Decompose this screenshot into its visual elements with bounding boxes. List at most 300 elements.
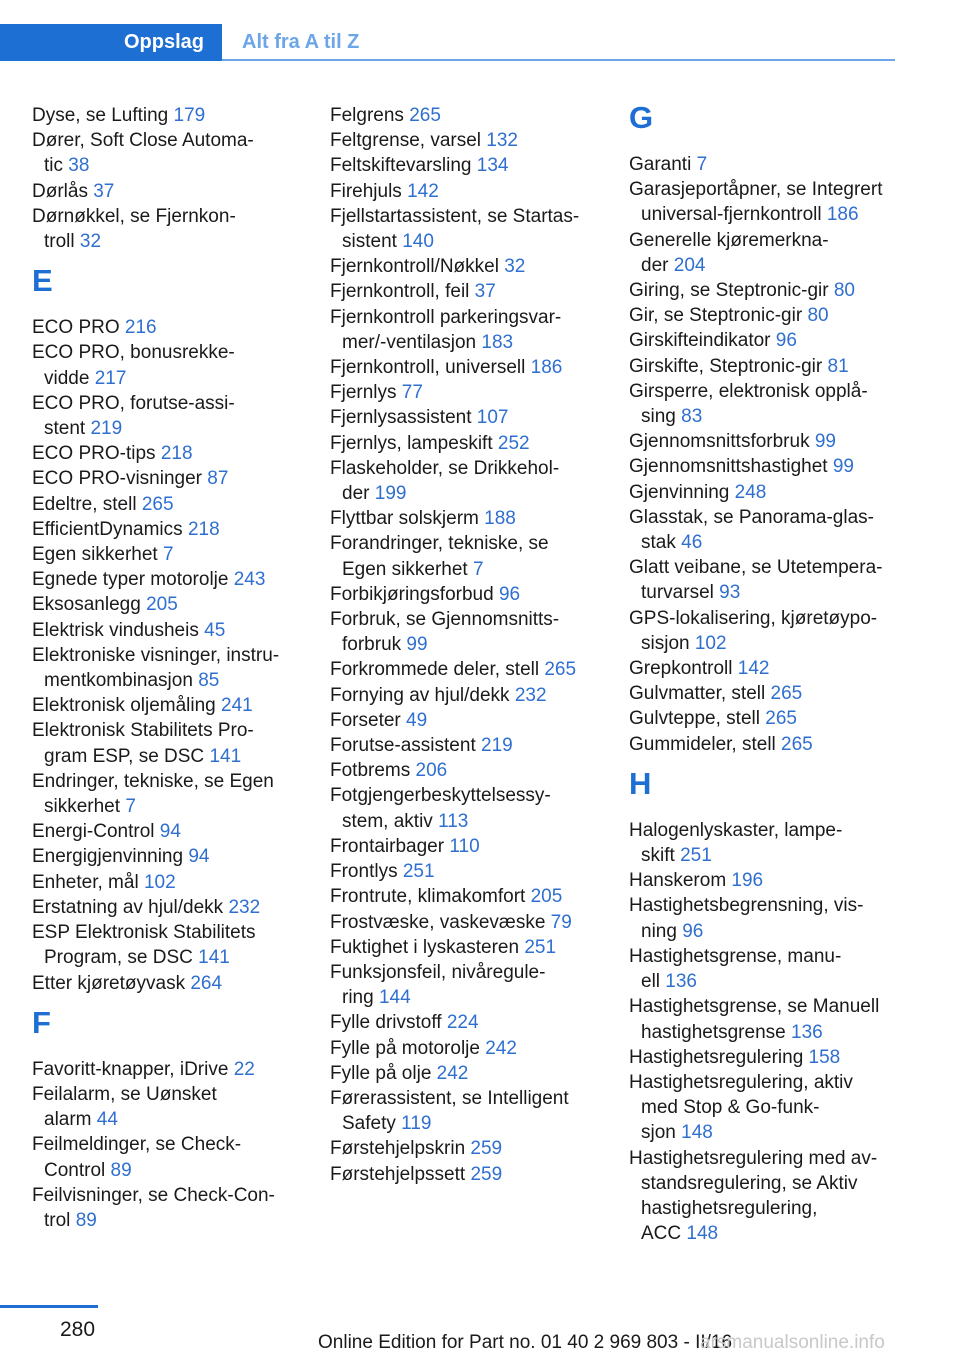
- page-link[interactable]: 80: [807, 305, 829, 327]
- entry-text: stem, aktiv: [342, 810, 439, 832]
- index-entry: [32, 542, 307, 567]
- page-link[interactable]: 142: [737, 658, 770, 680]
- page-link[interactable]: 158: [808, 1046, 841, 1068]
- index-entry: [330, 834, 605, 859]
- page-link[interactable]: 37: [474, 281, 496, 303]
- page-link[interactable]: 186: [530, 357, 563, 379]
- page-link[interactable]: 217: [94, 367, 127, 389]
- page-link[interactable]: 136: [665, 971, 697, 993]
- index-entry: [629, 1045, 904, 1070]
- page-link[interactable]: 79: [550, 911, 572, 933]
- entry-text: sistent: [342, 231, 403, 253]
- entry-text: Garasjeportåpner, se Integrert: [629, 179, 883, 201]
- page-link[interactable]: 99: [814, 431, 836, 453]
- page-link[interactable]: 85: [198, 670, 220, 692]
- entry-text: sikkerhet: [44, 796, 126, 818]
- page-link[interactable]: 196: [731, 870, 764, 892]
- index-entry: [330, 405, 605, 430]
- index-entry: [32, 769, 307, 819]
- entry-text: ACC: [641, 1223, 687, 1245]
- section-letter: E: [32, 263, 53, 299]
- entry-text: Førstehjelpskrin: [330, 1138, 471, 1160]
- entry-text: Control: [44, 1159, 111, 1181]
- page-link[interactable]: 110: [449, 835, 480, 857]
- header-divider: [222, 59, 895, 61]
- index-entry: [32, 1082, 307, 1132]
- page-link[interactable]: 259: [470, 1138, 503, 1160]
- entry-text: ning: [641, 920, 683, 942]
- page-link[interactable]: 144: [378, 987, 411, 1009]
- entry-text: Energi-Control: [32, 821, 160, 843]
- index-entry: [330, 708, 605, 733]
- entry-text: Fjernkontroll, universell: [330, 357, 531, 379]
- page-link[interactable]: 89: [75, 1209, 97, 1231]
- entry-text: Hanskerom: [629, 870, 732, 892]
- page-link[interactable]: 179: [173, 105, 206, 126]
- entry-text: Forandringer, tekniske, se: [330, 533, 549, 555]
- page-number: 280: [60, 1318, 96, 1341]
- entry-text: Eksosanlegg: [32, 594, 147, 616]
- entry-text: Fjernkontroll parkeringsvar-: [330, 306, 562, 328]
- entry-text: Hastighetsregulering: [629, 1046, 809, 1068]
- index-entry: [330, 1086, 605, 1136]
- entry-text: Elektrisk vindusheis: [32, 619, 205, 641]
- index-entry: [330, 1036, 605, 1061]
- index-entry: [32, 128, 307, 178]
- page-link[interactable]: 183: [481, 331, 514, 353]
- index-entry: [330, 1162, 605, 1187]
- page-link[interactable]: 265: [409, 105, 441, 126]
- entry-text: Gummideler, stell: [629, 733, 782, 755]
- entry-text: Fjernkontroll/Nøkkel: [330, 256, 505, 278]
- page-link[interactable]: 99: [832, 456, 854, 478]
- entry-text: ESP Elektronisk Stabilitets: [32, 922, 256, 944]
- index-entry: [330, 380, 605, 405]
- entry-text: standsregulering, se Aktiv: [641, 1172, 858, 1194]
- entry-text: Flaskeholder, se Drikkehol-: [330, 457, 560, 479]
- index-entry: [629, 1146, 904, 1247]
- index-entry: [629, 354, 904, 379]
- entry-text: ell: [641, 971, 666, 993]
- page-link[interactable]: 94: [188, 846, 210, 868]
- page-link[interactable]: 81: [827, 355, 849, 377]
- page-link[interactable]: 205: [146, 594, 178, 616]
- index-column-1: [32, 103, 307, 1233]
- page-link[interactable]: 141: [209, 745, 242, 767]
- page-link[interactable]: 224: [446, 1012, 479, 1034]
- page-link[interactable]: 136: [791, 1021, 823, 1043]
- index-entry: [32, 693, 307, 718]
- entry-text: Feltgrense, varsel: [330, 130, 487, 152]
- entry-text: Fylle drivstoff: [330, 1012, 447, 1034]
- page-link[interactable]: 141: [198, 947, 230, 969]
- page-link[interactable]: 219: [481, 735, 513, 757]
- index-entry: [330, 431, 605, 456]
- page-link[interactable]: 99: [406, 634, 428, 656]
- index-entry: [32, 441, 307, 466]
- page-link[interactable]: 265: [765, 708, 797, 730]
- index-entry: [330, 884, 605, 909]
- entry-text: ECO PRO-visninger: [32, 468, 208, 490]
- entry-text: Halogenlyskaster, lampe-: [629, 819, 843, 841]
- entry-text: EfficientDynamics: [32, 518, 188, 540]
- edition-note: Online Edition for Part no. 01 40 2 969 803 - II/16: [318, 1332, 733, 1353]
- entry-text: Fjernlys, lampeskift: [330, 432, 498, 454]
- index-entry: [330, 204, 605, 254]
- index-entry: [629, 505, 904, 555]
- entry-text: Feilmeldinger, se Check-: [32, 1134, 242, 1156]
- index-entry: [32, 618, 307, 643]
- index-entry: [629, 868, 904, 893]
- page-link[interactable]: 87: [207, 468, 229, 490]
- index-entry: [330, 128, 605, 153]
- entry-text: Frontrute, klimakomfort: [330, 886, 531, 908]
- entry-text: sisjon: [641, 632, 695, 654]
- entry-text: Fotbrems: [330, 760, 416, 782]
- entry-text: der: [641, 254, 674, 276]
- index-entry: [32, 340, 307, 390]
- entry-text: Forbruk, se Gjennomsnitts-: [330, 609, 560, 631]
- entry-text: Forseter: [330, 709, 407, 731]
- entry-text: vidde: [44, 367, 95, 389]
- entry-text: Girskifte, Steptronic-gir: [629, 355, 828, 377]
- index-entry: [330, 506, 605, 531]
- index-entry: [629, 1070, 904, 1146]
- index-entry: [629, 379, 904, 429]
- index-entry: [32, 315, 307, 340]
- page-link[interactable]: 46: [681, 532, 703, 554]
- page-link[interactable]: 113: [438, 810, 469, 832]
- page-link[interactable]: 265: [770, 683, 803, 705]
- entry-text: ECO PRO-tips: [32, 443, 161, 465]
- index-entry: [32, 517, 307, 542]
- entry-text: ECO PRO, forutse-assi-: [32, 392, 235, 414]
- entry-text: skift: [641, 845, 681, 867]
- entry-text: med Stop & Go-funk-: [641, 1097, 820, 1119]
- entry-text: Fjernlysassistent: [330, 407, 477, 429]
- page-link[interactable]: 265: [544, 659, 577, 681]
- entry-text: alarm: [44, 1109, 97, 1131]
- entry-text: Egnede typer motorolje: [32, 569, 234, 591]
- index-entry: [330, 960, 605, 1010]
- index-entry: [330, 279, 605, 304]
- index-entry: [330, 456, 605, 506]
- page-link[interactable]: 49: [406, 709, 428, 731]
- section-letter: H: [629, 765, 652, 801]
- page-link[interactable]: 7: [125, 796, 136, 818]
- entry-text: Frontlys: [330, 861, 403, 883]
- entry-text: Feilalarm, se Uønsket: [32, 1083, 217, 1105]
- entry-text: Fuktighet i lyskasteren: [330, 936, 525, 958]
- entry-text: Gjenvinning: [629, 481, 735, 503]
- page-link[interactable]: 96: [775, 330, 797, 352]
- footer-rule: [0, 1305, 98, 1308]
- page-link[interactable]: 22: [233, 1058, 255, 1080]
- index-entry: [32, 819, 307, 844]
- index-entry: [629, 177, 904, 227]
- page-link[interactable]: 80: [833, 280, 855, 302]
- index-entry: [330, 935, 605, 960]
- page-link[interactable]: 232: [514, 684, 547, 706]
- page-link[interactable]: 102: [143, 871, 176, 893]
- index-entry: [330, 1061, 605, 1086]
- entry-text: ring: [342, 987, 379, 1009]
- page-link[interactable]: 96: [498, 583, 521, 605]
- index-entry: [629, 944, 904, 994]
- entry-text: troll: [44, 231, 80, 253]
- entry-text: Hastighetsgrense, manu-: [629, 945, 842, 967]
- index-entry: [330, 733, 605, 758]
- index-entry: [32, 844, 307, 869]
- entry-text: Hastighetsgrense, se Manuell: [629, 996, 880, 1018]
- index-entry: [629, 706, 904, 731]
- index-entry: [32, 895, 307, 920]
- index-entry: [330, 683, 605, 708]
- tab-oppslag[interactable]: Oppslag: [0, 24, 222, 61]
- index-entry: [330, 103, 605, 128]
- page-link[interactable]: 243: [233, 569, 266, 591]
- page-link[interactable]: 186: [826, 204, 859, 226]
- index-entry: [32, 204, 307, 254]
- entry-text: Gjennomsnittsforbruk: [629, 431, 815, 453]
- entry-text: ECO PRO: [32, 317, 125, 339]
- page-link[interactable]: 44: [96, 1109, 118, 1131]
- entry-text: Forbikjøringsforbud: [330, 583, 499, 605]
- index-entry: [629, 152, 904, 177]
- page-link[interactable]: 83: [681, 406, 703, 428]
- entry-text: Favoritt-knapper, iDrive: [32, 1058, 234, 1080]
- entry-text: gram ESP, se DSC: [44, 745, 210, 767]
- entry-text: Fotgjengerbeskyttelsessy-: [330, 785, 551, 807]
- index-entry: [330, 859, 605, 884]
- entry-text: Enheter, mål: [32, 871, 144, 893]
- page-link[interactable]: 102: [694, 632, 727, 654]
- index-entry: [629, 328, 904, 353]
- entry-text: Girskifteindikator: [629, 330, 776, 352]
- entry-text: Egen sikkerhet: [342, 558, 473, 580]
- section-letter: F: [32, 1004, 51, 1040]
- page-link[interactable]: 134: [476, 155, 509, 177]
- index-entry: [629, 818, 904, 868]
- entry-text: mer/-ventilasjon: [342, 331, 482, 353]
- page-link[interactable]: 242: [436, 1062, 469, 1084]
- entry-text: Edeltre, stell: [32, 493, 142, 515]
- index-entry: [629, 893, 904, 943]
- page-link[interactable]: 94: [159, 821, 181, 843]
- entry-text: Firehjuls: [330, 180, 408, 202]
- page-link[interactable]: 264: [190, 972, 223, 994]
- page-link[interactable]: 32: [79, 231, 102, 253]
- page-link[interactable]: 148: [681, 1122, 713, 1144]
- index-entry: [32, 567, 307, 592]
- entry-text: Etter kjøretøyvask: [32, 972, 191, 994]
- entry-text: tic: [44, 155, 69, 177]
- entry-text: Gulvmatter, stell: [629, 683, 771, 705]
- page-link[interactable]: 77: [401, 382, 423, 404]
- index-entry: [629, 656, 904, 681]
- index-entry: [629, 606, 904, 656]
- index-entry: [330, 305, 605, 355]
- entry-text: Giring, se Steptronic-gir: [629, 280, 834, 302]
- entry-text: Førstehjelpssett: [330, 1163, 471, 1185]
- entry-text: Grepkontroll: [629, 658, 738, 680]
- index-entry: [629, 278, 904, 303]
- entry-text: sing: [641, 406, 682, 428]
- entry-text: Hastighetsregulering, aktiv: [629, 1071, 853, 1093]
- entry-text: hastighetsgrense: [641, 1021, 791, 1043]
- entry-text: stak: [641, 532, 682, 554]
- index-entry: [32, 718, 307, 768]
- page-link[interactable]: 148: [686, 1223, 719, 1245]
- entry-text: Flyttbar solskjerm: [330, 508, 485, 530]
- index-entry: [330, 1136, 605, 1161]
- page-link[interactable]: 93: [719, 582, 741, 604]
- index-entry: [32, 492, 307, 517]
- entry-text: turvarsel: [641, 582, 720, 604]
- index-column-3: [629, 100, 904, 1246]
- index-column-2: [330, 103, 605, 1187]
- index-entry: [32, 466, 307, 491]
- entry-text: Glasstak, se Panorama-glas-: [629, 506, 874, 528]
- page-link[interactable]: 204: [673, 254, 706, 276]
- index-entry: [32, 1132, 307, 1182]
- watermark: arsmanualsonline.info: [700, 1332, 885, 1353]
- index-entry: [32, 870, 307, 895]
- header-bar: [0, 24, 895, 61]
- page-link[interactable]: 259: [470, 1163, 503, 1185]
- entry-text: Gjennomsnittshastighet: [629, 456, 833, 478]
- index-entry: [32, 1057, 307, 1082]
- entry-text: Fornying av hjul/dekk: [330, 684, 515, 706]
- entry-text: universal-fjernkontroll: [641, 204, 827, 226]
- page-link[interactable]: 218: [160, 443, 193, 465]
- entry-text: Fylle på olje: [330, 1062, 437, 1084]
- index-entry: [32, 103, 307, 128]
- entry-text: GPS-lokalisering, kjøretøypo-: [629, 607, 878, 629]
- index-entry: [330, 657, 605, 682]
- index-entry: [629, 994, 904, 1044]
- page-link[interactable]: 7: [162, 544, 174, 566]
- entry-text: trol: [44, 1209, 76, 1231]
- entry-text: Hastighetsbegrensning, vis-: [629, 895, 864, 917]
- index-entry: [330, 355, 605, 380]
- page-link[interactable]: 251: [680, 845, 712, 867]
- index-entry: [32, 971, 307, 996]
- page-link[interactable]: 218: [187, 518, 220, 540]
- page-link[interactable]: 32: [504, 256, 526, 278]
- entry-text: mentkombinasjon: [44, 670, 199, 692]
- entry-text: Dørnøkkel, se Fjernkon-: [32, 205, 236, 227]
- index-entry: [629, 555, 904, 605]
- entry-text: Elektroniske visninger, instru-: [32, 644, 280, 666]
- entry-text: Endringer, tekniske, se Egen: [32, 770, 274, 792]
- entry-text: Erstatning av hjul/dekk: [32, 896, 229, 918]
- entry-text: forbruk: [342, 634, 407, 656]
- page-link[interactable]: 7: [696, 154, 708, 175]
- page-link[interactable]: 38: [68, 155, 90, 177]
- page-link[interactable]: 242: [485, 1037, 517, 1059]
- entry-text: sjon: [641, 1122, 682, 1144]
- entry-text: Førerassistent, se Intelligent: [330, 1087, 569, 1109]
- entry-text: stent: [44, 418, 91, 440]
- entry-text: Glatt veibane, se Utetempera-: [629, 557, 883, 579]
- page-link[interactable]: 140: [402, 231, 434, 253]
- entry-text: Girsperre, elektronisk opplå-: [629, 380, 868, 402]
- page-link[interactable]: 232: [228, 896, 261, 918]
- page-link[interactable]: 188: [484, 508, 516, 530]
- page-link[interactable]: 132: [486, 130, 518, 152]
- tab-alt-fra-a-til-z[interactable]: Alt fra A til Z: [242, 31, 360, 53]
- entry-text: der: [342, 483, 375, 505]
- entry-text: Fylle på motorolje: [330, 1037, 486, 1059]
- page-link[interactable]: 37: [93, 180, 115, 202]
- page-link[interactable]: 251: [402, 861, 435, 883]
- entry-text: Elektronisk Stabilitets Pro-: [32, 720, 254, 742]
- entry-text: Felgrens: [330, 105, 410, 126]
- index-entry: [629, 681, 904, 706]
- entry-text: Frostvæske, vaskevæske: [330, 911, 551, 933]
- page-link[interactable]: 7: [472, 558, 484, 580]
- entry-text: ECO PRO, bonusrekke-: [32, 342, 235, 364]
- entry-text: Egen sikkerhet: [32, 544, 163, 566]
- index-entry: [330, 607, 605, 657]
- index-entry: [32, 643, 307, 693]
- entry-text: hastighetsregulering,: [641, 1197, 818, 1219]
- page-link[interactable]: 252: [497, 432, 530, 454]
- index-entry: [330, 783, 605, 833]
- page-link[interactable]: 206: [415, 760, 448, 782]
- entry-text: Gulvteppe, stell: [629, 708, 766, 730]
- page-link[interactable]: 89: [110, 1159, 132, 1181]
- index-entry: [32, 179, 307, 204]
- page-link[interactable]: 45: [204, 619, 226, 641]
- entry-text: Fjernlys: [330, 382, 402, 404]
- page-link[interactable]: 219: [90, 418, 123, 440]
- entry-text: Gir, se Steptronic-gir: [629, 305, 808, 327]
- entry-text: Dørlås: [32, 180, 94, 202]
- page-link[interactable]: 265: [781, 733, 813, 755]
- page-link[interactable]: 119: [401, 1113, 432, 1135]
- page-link[interactable]: 241: [221, 695, 253, 717]
- index-entry: [330, 582, 605, 607]
- index-entry: [629, 480, 904, 505]
- index-entry: [330, 758, 605, 783]
- page-link[interactable]: 265: [141, 493, 174, 515]
- index-entry: [330, 179, 605, 204]
- entry-text: Feilvisninger, se Check-Con-: [32, 1184, 275, 1206]
- index-entry: [32, 1183, 307, 1233]
- page-link[interactable]: 199: [374, 483, 407, 505]
- index-entry: [330, 153, 605, 178]
- page-link[interactable]: 251: [524, 936, 557, 958]
- page-link[interactable]: 96: [682, 920, 704, 942]
- entry-text: Generelle kjøremerkna-: [629, 229, 829, 251]
- entry-text: Funksjonsfeil, nivåregule-: [330, 961, 546, 983]
- page-link[interactable]: 107: [476, 407, 509, 429]
- entry-text: Dører, Soft Close Automa-: [32, 130, 254, 152]
- index-entry: [32, 920, 307, 970]
- page-link[interactable]: 142: [407, 180, 439, 202]
- page-link[interactable]: 248: [734, 481, 767, 503]
- index-entry: [32, 391, 307, 441]
- entry-text: Energigjenvinning: [32, 846, 189, 868]
- index-entry: [330, 1010, 605, 1035]
- page-link[interactable]: 205: [530, 886, 563, 908]
- entry-text: Forkrommede deler, stell: [330, 659, 545, 681]
- entry-text: Forutse-assistent: [330, 735, 481, 757]
- page-link[interactable]: 216: [124, 317, 157, 339]
- entry-text: Program, se DSC: [44, 947, 199, 969]
